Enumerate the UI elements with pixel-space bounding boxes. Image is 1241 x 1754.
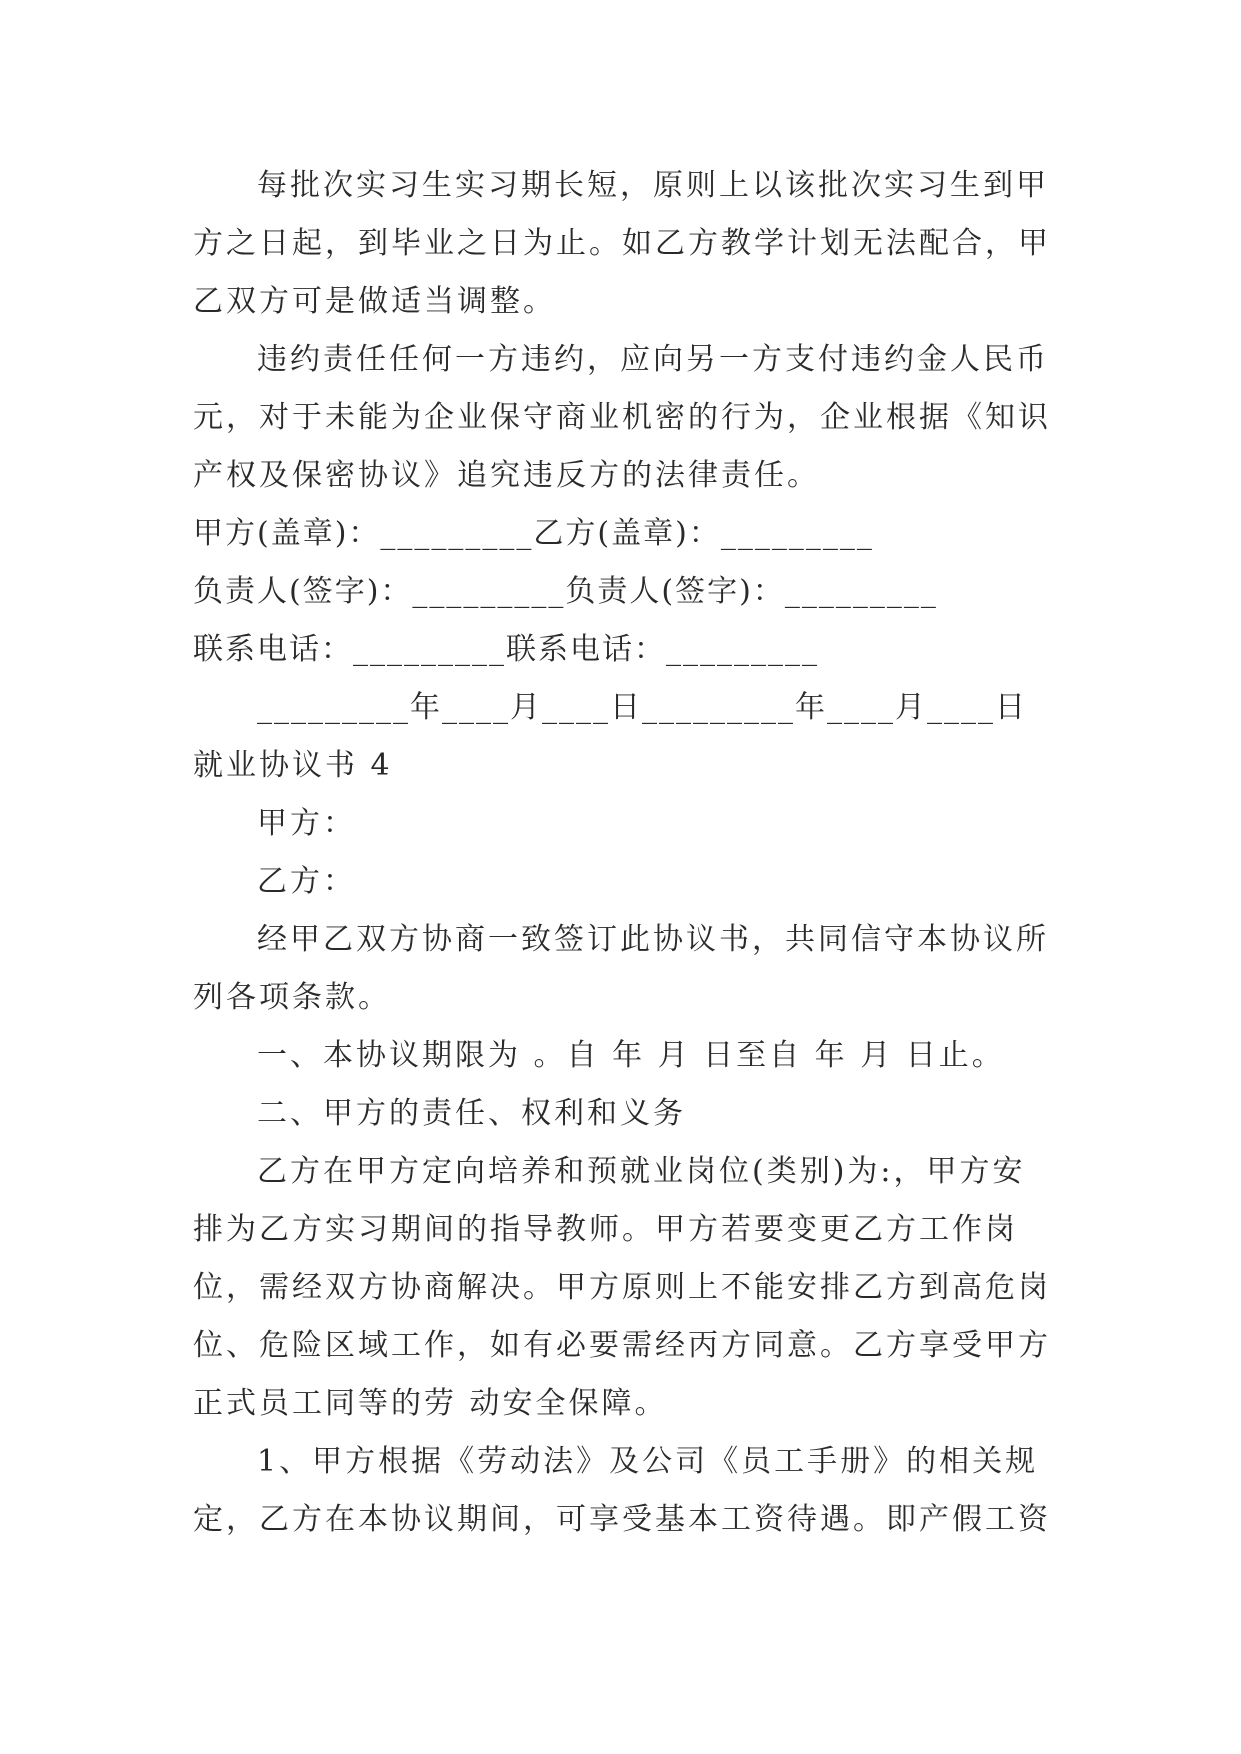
paragraph-term: 一、本协议期限为 。自 年 月 日至自 年 月 日止。 [257, 1038, 1005, 1073]
section-title: 就业协议书 4 [193, 748, 393, 783]
paragraph-salary: 1、甲方根据《劳动法》及公司《员工手册》的相关规定，乙方在本协议期间，可享受基本工资待遇。即产假工资 [193, 1444, 1051, 1537]
signature-date-line: _________年____月____日_________年____月____日 [257, 690, 1027, 725]
paragraph-internship-period: 每批次实习生实习期长短，原则上以该批次实习生到甲方之日起，到毕业之日为止。如乙方教学计划无法配合，甲乙双方可是做适当调整。 [193, 168, 1051, 319]
signature-line-responsible: 负责人(签字)：_________负责人(签字)：_________ [193, 574, 938, 609]
document-content [193, 157, 1053, 1549]
signature-line-seal: 甲方(盖章)：_________乙方(盖章)：_________ [193, 516, 874, 551]
paragraph-agreement-intro: 经甲乙双方协商一致签订此协议书，共同信守本协议所列各项条款。 [193, 922, 1049, 1015]
paragraph-position-assignment: 乙方在甲方定向培养和预就业岗位(类别)为:，甲方安排为乙方实习期间的指导教师。甲方若要变更乙方工作岗位，需经双方协商解决。甲方原则上不能安排乙方到高危岗位、危险区域工作，如有必要需经丙方同意。乙方享受甲方正式员工同等的劳 动安全保障。 [193, 1154, 1051, 1421]
paragraph-breach-liability: 违约责任任何一方违约，应向另一方支付违约金人民币元，对于未能为企业保守商业机密的行为，企业根据《知识产权及保密协议》追究违反方的法律责任。 [193, 342, 1051, 493]
heading-party-a-duties: 二、甲方的责任、权利和义务 [257, 1096, 686, 1131]
party-b-label: 乙方： [257, 864, 356, 899]
party-a-label: 甲方： [257, 806, 356, 841]
signature-line-phone: 联系电话：_________联系电话：_________ [193, 632, 819, 667]
